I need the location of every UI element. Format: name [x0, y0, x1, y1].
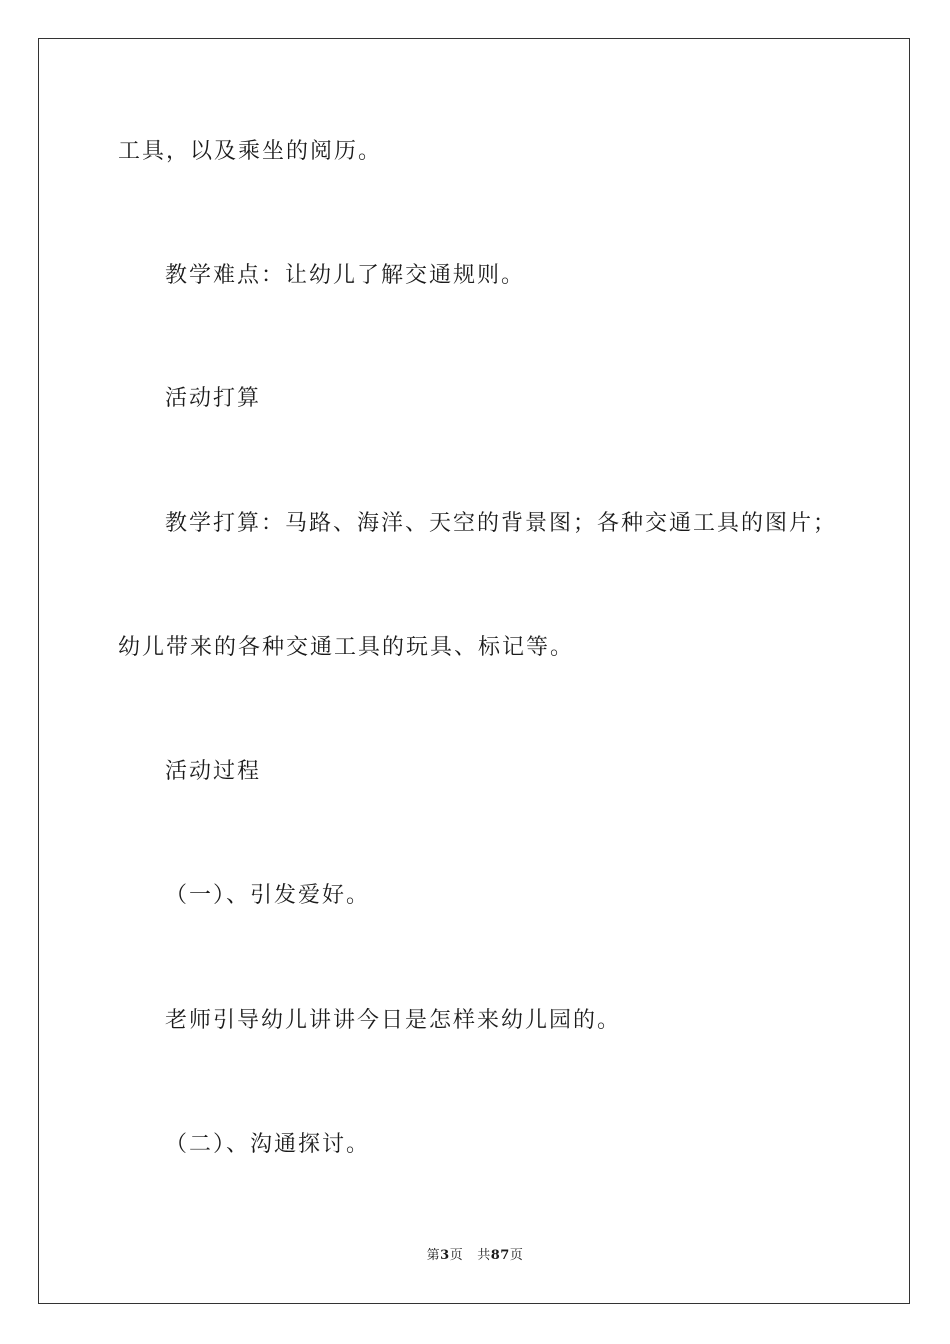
section-heading-activity-prep: 活动打算 [165, 386, 262, 411]
footer-total-suffix: 页 [509, 1248, 524, 1263]
page-footer [0, 1246, 950, 1266]
footer-page-suffix: 页 [449, 1248, 464, 1263]
step-heading-1: （一）、引发爱好。 [165, 883, 371, 908]
paragraph-line-2: 教学难点：让幼儿了解交通规则。 [165, 263, 526, 288]
paragraph-line-8: 老师引导幼儿讲讲今日是怎样来幼儿园的。 [165, 1008, 622, 1033]
footer-total-prefix: 共 [477, 1248, 491, 1263]
footer-total-pages: 87 [490, 1248, 510, 1263]
paragraph-line-4: 教学打算：马路、海洋、天空的背景图；各种交通工具的图片； [165, 511, 838, 536]
paragraph-line-5: 幼儿带来的各种交通工具的玩具、标记等。 [118, 635, 575, 660]
footer-page-number: 3 [440, 1248, 450, 1263]
page-border [38, 38, 910, 1304]
footer-page-prefix: 第 [426, 1248, 441, 1263]
paragraph-line-1: 工具，以及乘坐的阅历。 [118, 139, 383, 164]
step-heading-2: （二）、沟通探讨。 [165, 1132, 371, 1157]
section-heading-activity-process: 活动过程 [165, 759, 262, 784]
